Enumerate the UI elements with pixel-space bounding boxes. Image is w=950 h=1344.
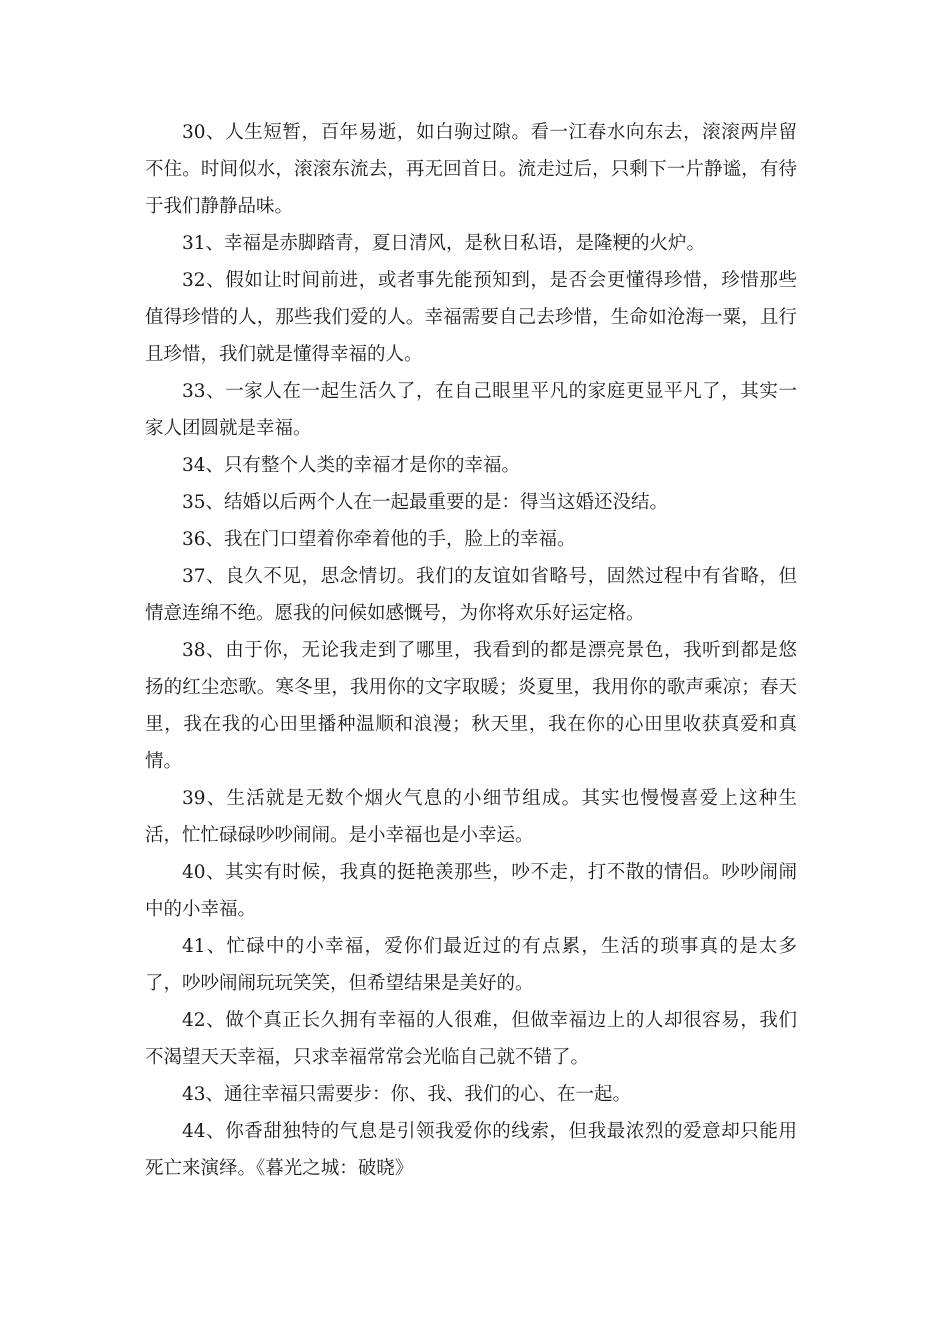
paragraph-32: 32、假如让时间前进，或者事先能预知到，是否会更懂得珍惜，珍惜那些值得珍惜的人，那些我们爱的人。幸福需要自己去珍惜，生命如沧海一粟，且行且珍惜，我们就是懂得幸福的人。	[145, 270, 797, 365]
paragraph-43: 43、通往幸福只需要步：你、我、我们的心、在一起。	[182, 1084, 632, 1105]
paragraph-38: 38、由于你，无论我走到了哪里，我看到的都是漂亮景色，我听到都是悠扬的红尘恋歌。寒冬里，我用你的文字取暖；炎夏里，我用你的歌声乘凉；春天里，我在我的心田里播种温顺和浪漫；秋天里，我在你的心田里收获真爱和真情。	[145, 640, 797, 772]
paragraph-36: 36、我在门口望着你牵着他的手，脸上的幸福。	[182, 529, 576, 550]
paragraph-44: 44、你香甜独特的气息是引领我爱你的线索，但我最浓烈的爱意却只能用死亡来演绎。《暮光之城：破晓》	[145, 1121, 797, 1179]
paragraph-35: 35、结婚以后两个人在一起最重要的是：得当这婚还没结。	[182, 492, 669, 513]
paragraph-41: 41、忙碌中的小幸福，爱你们最近过的有点累，生活的琐事真的是太多了，吵吵闹闹玩玩笑笑，但希望结果是美好的。	[145, 936, 797, 994]
paragraph-31: 31、幸福是赤脚踏青，夏日清风，是秋日私语，是隆粳的火炉。	[182, 233, 706, 254]
paragraph-42: 42、做个真正长久拥有幸福的人很难，但做幸福边上的人却很容易，我们不渴望天天幸福，只求幸福常常会光临自己就不错了。	[145, 1010, 797, 1068]
paragraph-30: 30、人生短暂，百年易逝，如白驹过隙。看一江春水向东去，滚滚两岸留不住。时间似水，滚滚东流去，再无回首日。流走过后，只剩下一片静谧，有待于我们静静品味。	[145, 122, 797, 217]
document-body	[145, 114, 797, 1187]
paragraph-39: 39、生活就是无数个烟火气息的小细节组成。其实也慢慢喜爱上这种生活，忙忙碌碌吵吵闹闹。是小幸福也是小幸运。	[145, 788, 797, 846]
paragraph-37: 37、良久不见，思念情切。我们的友谊如省略号，固然过程中有省略，但情意连绵不绝。愿我的问候如感慨号，为你将欢乐好运定格。	[145, 566, 797, 624]
paragraph-34: 34、只有整个人类的幸福才是你的幸福。	[182, 455, 521, 476]
paragraph-40: 40、其实有时候，我真的挺艳羡那些，吵不走，打不散的情侣。吵吵闹闹中的小幸福。	[145, 862, 797, 920]
paragraph-33: 33、一家人在一起生活久了，在自己眼里平凡的家庭更显平凡了，其实一家人团圆就是幸福。	[145, 381, 797, 439]
